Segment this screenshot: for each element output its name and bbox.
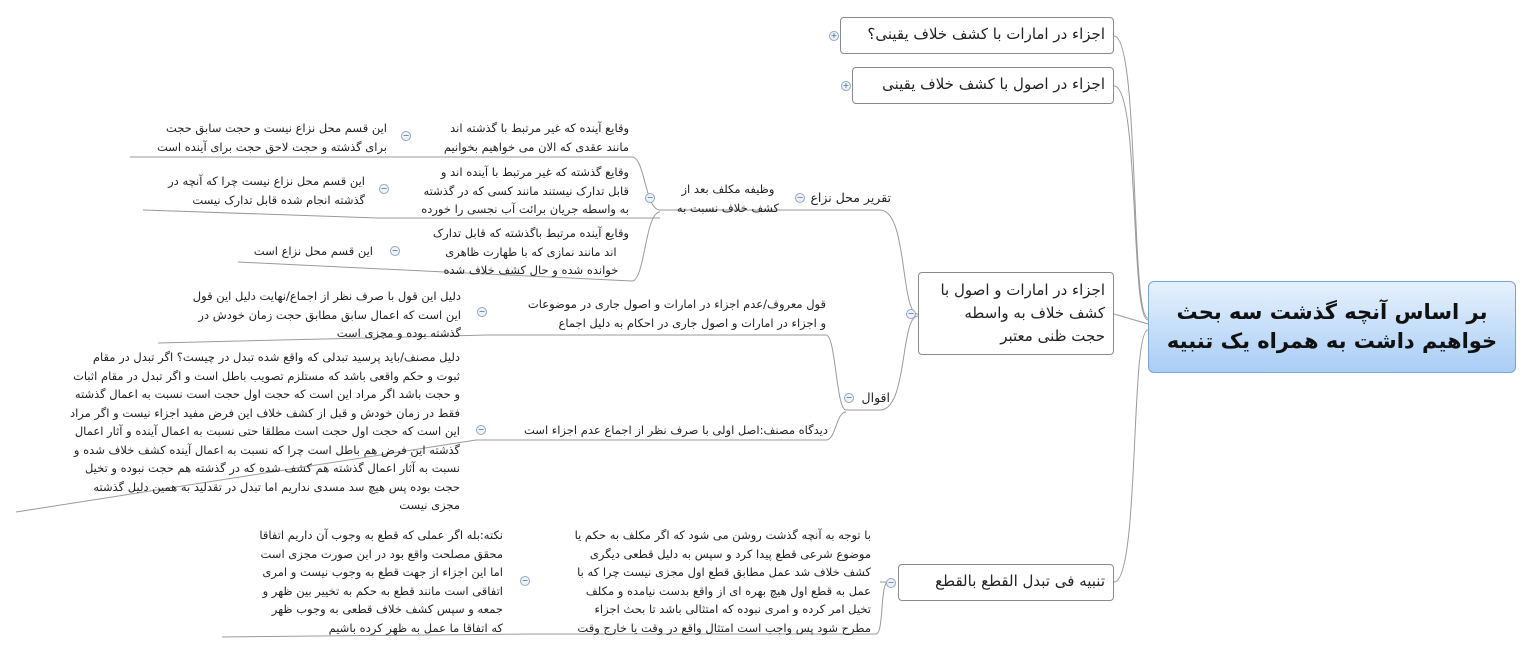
text-line: خوانده شده و حال کشف خلاف شده <box>443 263 619 277</box>
taqrir-label[interactable]: تقریر محل نزاع <box>810 190 891 205</box>
branch-label: اجزاء در اصول با کشف خلاف یقینی <box>882 75 1105 93</box>
text-line: حجت بوده پس هیچ سد مسدی نداریم اما تبدل در تقدلید به همین دلیل گذشته <box>93 479 460 494</box>
root-topic-line: خواهیم داشت به همراه یک تنبیه <box>1166 329 1498 353</box>
text-line: موضوع شرعی قطع پیدا کرد و سپس به دلیل قطعی دیگری <box>589 546 871 561</box>
text-line: این است که اعمال سابق مطابق حجت زمان خودش در <box>198 307 461 322</box>
text-line: گذشته انجام شده قابل تدارک نیست <box>192 192 365 207</box>
text-line: جمعه و سپس کشف خلاف قطعی به وجوب ظهر <box>271 602 503 616</box>
text-line: نسبت به آثار اعمال گذشته هم کشف شده که در گذشته هم حجت نبوده و تخیل <box>84 461 460 475</box>
collapse-icon[interactable]: − <box>402 131 410 140</box>
text-line: با توجه به آنچه گذشت روشن می شود که اگر مکلف به حکم یا <box>574 528 871 542</box>
case-future-related-note: این قسم محل نزاع است <box>253 244 373 258</box>
aqwal-label[interactable]: اقوال <box>861 390 890 405</box>
branch-label-line: حجت ظنی معتبر <box>1000 327 1105 345</box>
case-past-unrelated[interactable] <box>421 163 629 219</box>
branch-label-line: اجزاء در امارات و اصول با <box>940 281 1105 299</box>
qawl-maruf-note <box>193 287 461 343</box>
wazifa-node[interactable] <box>677 180 779 217</box>
text-line: گذشته این فرض هم باطل است چرا که نسبت به اعمال آینده کشف خلاف شده و <box>73 442 460 457</box>
text-line: کشف خلاف شد عمل مطابق قطع اول مجزی نیست چرا که با <box>577 565 871 579</box>
expand-icon[interactable]: + <box>830 31 838 40</box>
text-line: و حجت باشد اگر مراد این است که حجت اول حجت است نسبت به اعمال گذشته <box>74 387 460 401</box>
case-future-unrelated[interactable] <box>444 119 629 156</box>
text-line: اتفاقی است مانند قطع به حکم به تخییر بین ظهر و <box>262 583 503 598</box>
text-line: کشف خلاف نسبت به <box>676 200 779 215</box>
branch-label-line: کشف خلاف به واسطه <box>964 304 1105 322</box>
qawl-maruf[interactable] <box>528 295 826 332</box>
branch-amarat-yaqini[interactable] <box>840 17 1114 54</box>
text-line: دلیل این قول با صرف نظر از اجماع/نهایت دلیل این قول <box>192 289 461 303</box>
text-line: این قسم محل نزاع نیست چرا که آنچه در <box>168 174 365 188</box>
text-line: مانند عقدی که الان می خواهیم بخوانیم <box>443 139 629 154</box>
text-line: وقایع گذشته که غیر مرتبط با آینده اند و <box>440 165 629 179</box>
text-line: تخیل امر کرده و امری نبوده که امتثالی باشد تا بحث اجزاء <box>594 602 871 616</box>
text-line: این قسم محل نزاع نیست و حجت سابق حجت <box>165 121 387 135</box>
text-line: محقق مصلحت واقع بود در این صورت مجزی است <box>260 546 503 561</box>
text-line: ثبوت و حکم واقعی باشد که مستلزم تصویب باطل است و اگر تبدل در مقام اثبات <box>73 368 460 383</box>
branch-tanbih[interactable] <box>898 564 1114 601</box>
collapse-icon[interactable]: − <box>887 578 895 587</box>
didgah-musannif-note <box>70 348 460 515</box>
text-line: اند مانند نمازی که با طهارت ظاهری <box>445 244 617 259</box>
text-line: فقط در زمان خودش و قبل از کشف خلاف این فرض مفید اجزاء نیست و اگر مراد <box>69 405 460 420</box>
case-future-unrelated-note <box>157 119 387 156</box>
text-line: دلیل مصنف/باید پرسید تبدلی که واقع شده تبدل در چیست؟ اگر تبدل در مقام <box>92 350 460 364</box>
collapse-icon[interactable]: − <box>646 193 654 202</box>
collapse-icon[interactable]: − <box>477 425 485 434</box>
branch-label: اجزاء در امارات با کشف خلاف یقینی؟ <box>867 25 1105 43</box>
collapse-icon[interactable]: − <box>478 307 486 316</box>
branch-label: تنبیه فی تبدل القطع بالقطع <box>935 572 1105 590</box>
text-line: قابل تدارک نیستند مانند کسی که در گذشته <box>423 183 629 198</box>
text-line: این است که حجت اول حجت است مطلقا حتی نسبت به اعمال آینده و آثار اعمال <box>74 424 460 438</box>
case-future-related[interactable] <box>433 224 629 280</box>
text-line: وقایع آینده مرتبط باگذشته که قابل تدارک <box>432 226 629 240</box>
collapse-icon[interactable]: − <box>380 184 388 193</box>
text-line: مطرح شود پس واجب است امتثال واقع در وقت یا خارج وقت <box>577 620 871 635</box>
text-line: و اجزاء در امارات و اصول جاری در احکام به دلیل اجماع <box>558 315 826 330</box>
expand-icon[interactable]: + <box>842 81 850 90</box>
text-line: برای گذشته و حجت لاحق حجت برای آینده است <box>156 139 387 154</box>
branch-usul-yaqini[interactable] <box>852 67 1114 104</box>
text-line: گذشته بوده و مجزی است <box>336 326 461 340</box>
text-line: وظیفه مکلف بعد از <box>681 182 775 196</box>
collapse-icon[interactable]: − <box>907 309 915 318</box>
collapse-icon[interactable]: − <box>796 193 804 202</box>
branch-amarat-zanni[interactable] <box>918 272 1114 355</box>
text-line: عمل به قطع اول هیچ بهره ای از واقع بدست نیامده و مکلف <box>585 583 871 598</box>
collapse-icon[interactable]: − <box>845 393 853 402</box>
text-line: نکته:بله اگر عملی که قطع به وجوب آن داریم اتفاقا <box>259 528 503 542</box>
tanbih-main[interactable] <box>575 526 871 637</box>
tanbih-note <box>259 526 503 637</box>
text-line: اما این اجزاء از جهت قطع به وجوب نیست و امری <box>262 565 503 579</box>
text-line: به واسطه جریان برائت آب نجسی را خورده <box>421 202 629 216</box>
case-past-unrelated-note <box>168 172 365 209</box>
text-line: قول معروف/عدم اجزاء در امارات و اصول جاری در موضوعات <box>527 297 826 311</box>
collapse-icon[interactable]: − <box>521 576 529 585</box>
collapse-icon[interactable]: − <box>391 246 399 255</box>
didgah-musannif[interactable]: دیدگاه مصنف:اصل اولی با صرف نظر از اجماع عدم اجزاء است <box>524 423 828 437</box>
text-line: که اتفاقا ما عمل به ظهر کرده باشیم <box>328 620 503 635</box>
root-topic-line: بر اساس آنچه گذشت سه بحث <box>1176 300 1488 324</box>
root-topic[interactable] <box>1148 281 1516 373</box>
text-line: مجزی نیست <box>399 498 460 512</box>
text-line: وقایع آینده که غیر مرتبط با گذشته اند <box>450 121 629 135</box>
